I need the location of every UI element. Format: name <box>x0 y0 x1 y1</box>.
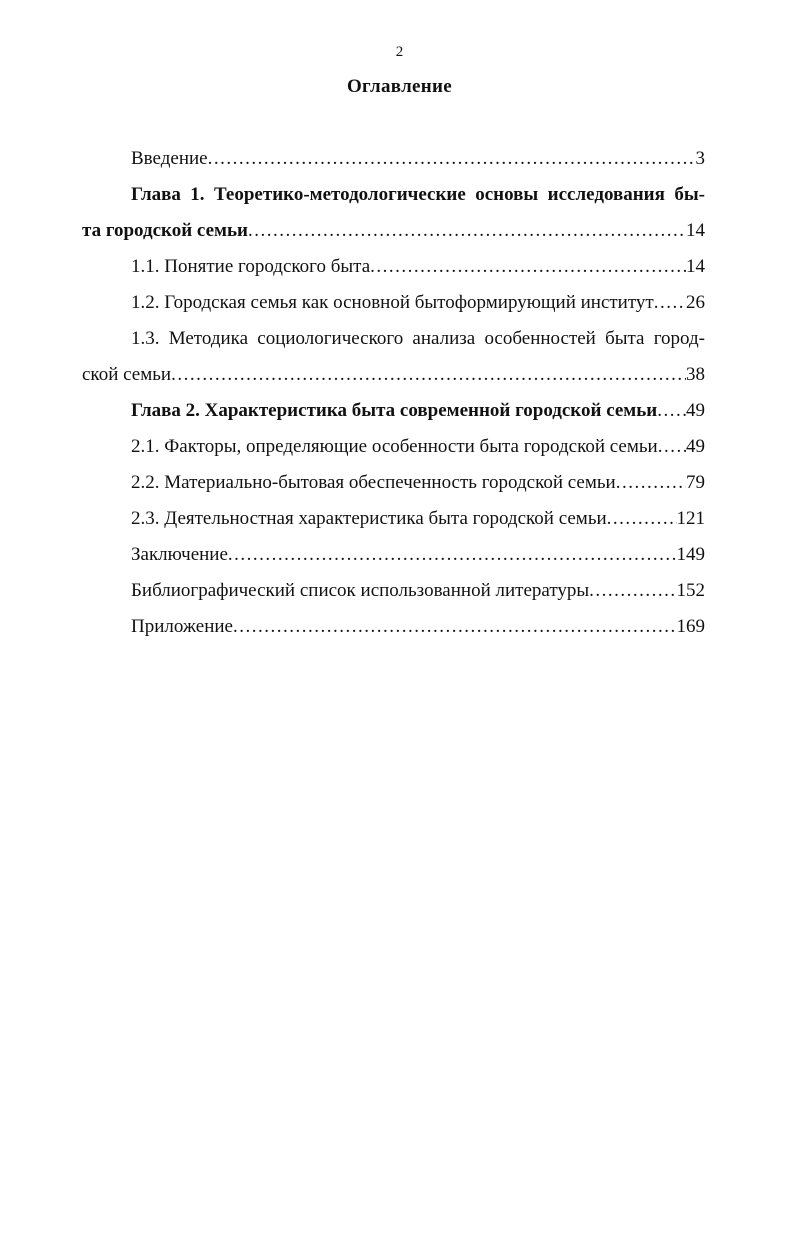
toc-entry-text: 1.1. Понятие городского быта <box>131 256 371 277</box>
toc-leader-dots <box>208 147 696 171</box>
toc-entry-page: 38 <box>686 364 705 385</box>
toc-entry-page: 149 <box>676 544 705 565</box>
toc-entry-1-3 <box>82 363 705 387</box>
toc-entry-1-3-line1: 1.3. Методика социологического анализа особенностей быта город- <box>131 328 705 349</box>
toc-entry-text: Библиографический список использованной литературы <box>131 580 590 601</box>
toc-entry-text: 2.3. Деятельностная характеристика быта городской семьи <box>131 508 607 529</box>
toc-entry-introduction <box>131 147 705 171</box>
toc-entry-text: та городской семьи <box>82 220 248 241</box>
toc-entry-page: 14 <box>686 256 705 277</box>
toc-entry-text: 1.2. Городская семья как основной бытоформирующий институт <box>131 292 654 313</box>
toc-entry-1-1 <box>131 255 705 279</box>
toc-entry-chapter1-line1: Глава 1. Теоретико-методологические основы исследования бы- <box>131 184 705 205</box>
toc-entry-text: Приложение <box>131 616 233 637</box>
toc-leader-dots <box>616 471 686 495</box>
toc-entry-page: 26 <box>686 292 705 313</box>
toc-entry-text: Заключение <box>131 544 228 565</box>
toc-entry-appendix <box>131 615 705 639</box>
toc-leader-dots <box>607 507 677 531</box>
toc-entry-2-1 <box>131 435 705 459</box>
toc-entry-page: 14 <box>686 220 705 241</box>
toc-entry-bibliography <box>131 579 705 603</box>
toc-entry-chapter2 <box>131 399 705 423</box>
toc-entry-text: Глава 2. Характеристика быта современной городской семьи <box>131 400 658 421</box>
toc-leader-dots <box>370 255 686 279</box>
toc-entry-text: ской семьи <box>82 364 172 385</box>
toc-leader-dots <box>233 615 677 639</box>
toc-entry-2-3 <box>131 507 705 531</box>
toc-entry-2-2 <box>131 471 705 495</box>
toc-entry-page: 49 <box>686 436 705 457</box>
toc-leader-dots <box>171 363 686 387</box>
toc-leader-dots <box>228 543 677 567</box>
toc-entry-page: 3 <box>695 148 705 169</box>
toc-entry-text: Введение <box>131 148 208 169</box>
toc-leader-dots <box>658 435 686 459</box>
page-title: Оглавление <box>346 76 453 97</box>
toc-entry-page: 121 <box>676 508 705 529</box>
toc-leader-dots <box>654 291 686 315</box>
toc-leader-dots <box>248 219 686 243</box>
page-number: 2 <box>395 44 404 60</box>
toc-leader-dots <box>657 399 686 423</box>
toc-entry-text: 2.2. Материально-бытовая обеспеченность городской семьи <box>131 472 616 493</box>
toc-entry-page: 79 <box>686 472 705 493</box>
toc-entry-page: 49 <box>686 400 705 421</box>
toc-entry-conclusion <box>131 543 705 567</box>
toc-entry-page: 169 <box>676 616 705 637</box>
toc-entry-text: 2.1. Факторы, определяющие особенности быта городской семьи <box>131 436 658 457</box>
toc-entry-chapter1 <box>82 219 705 243</box>
toc-entry-1-2 <box>131 291 705 315</box>
toc-entry-page: 152 <box>676 580 705 601</box>
toc-leader-dots <box>589 579 676 603</box>
